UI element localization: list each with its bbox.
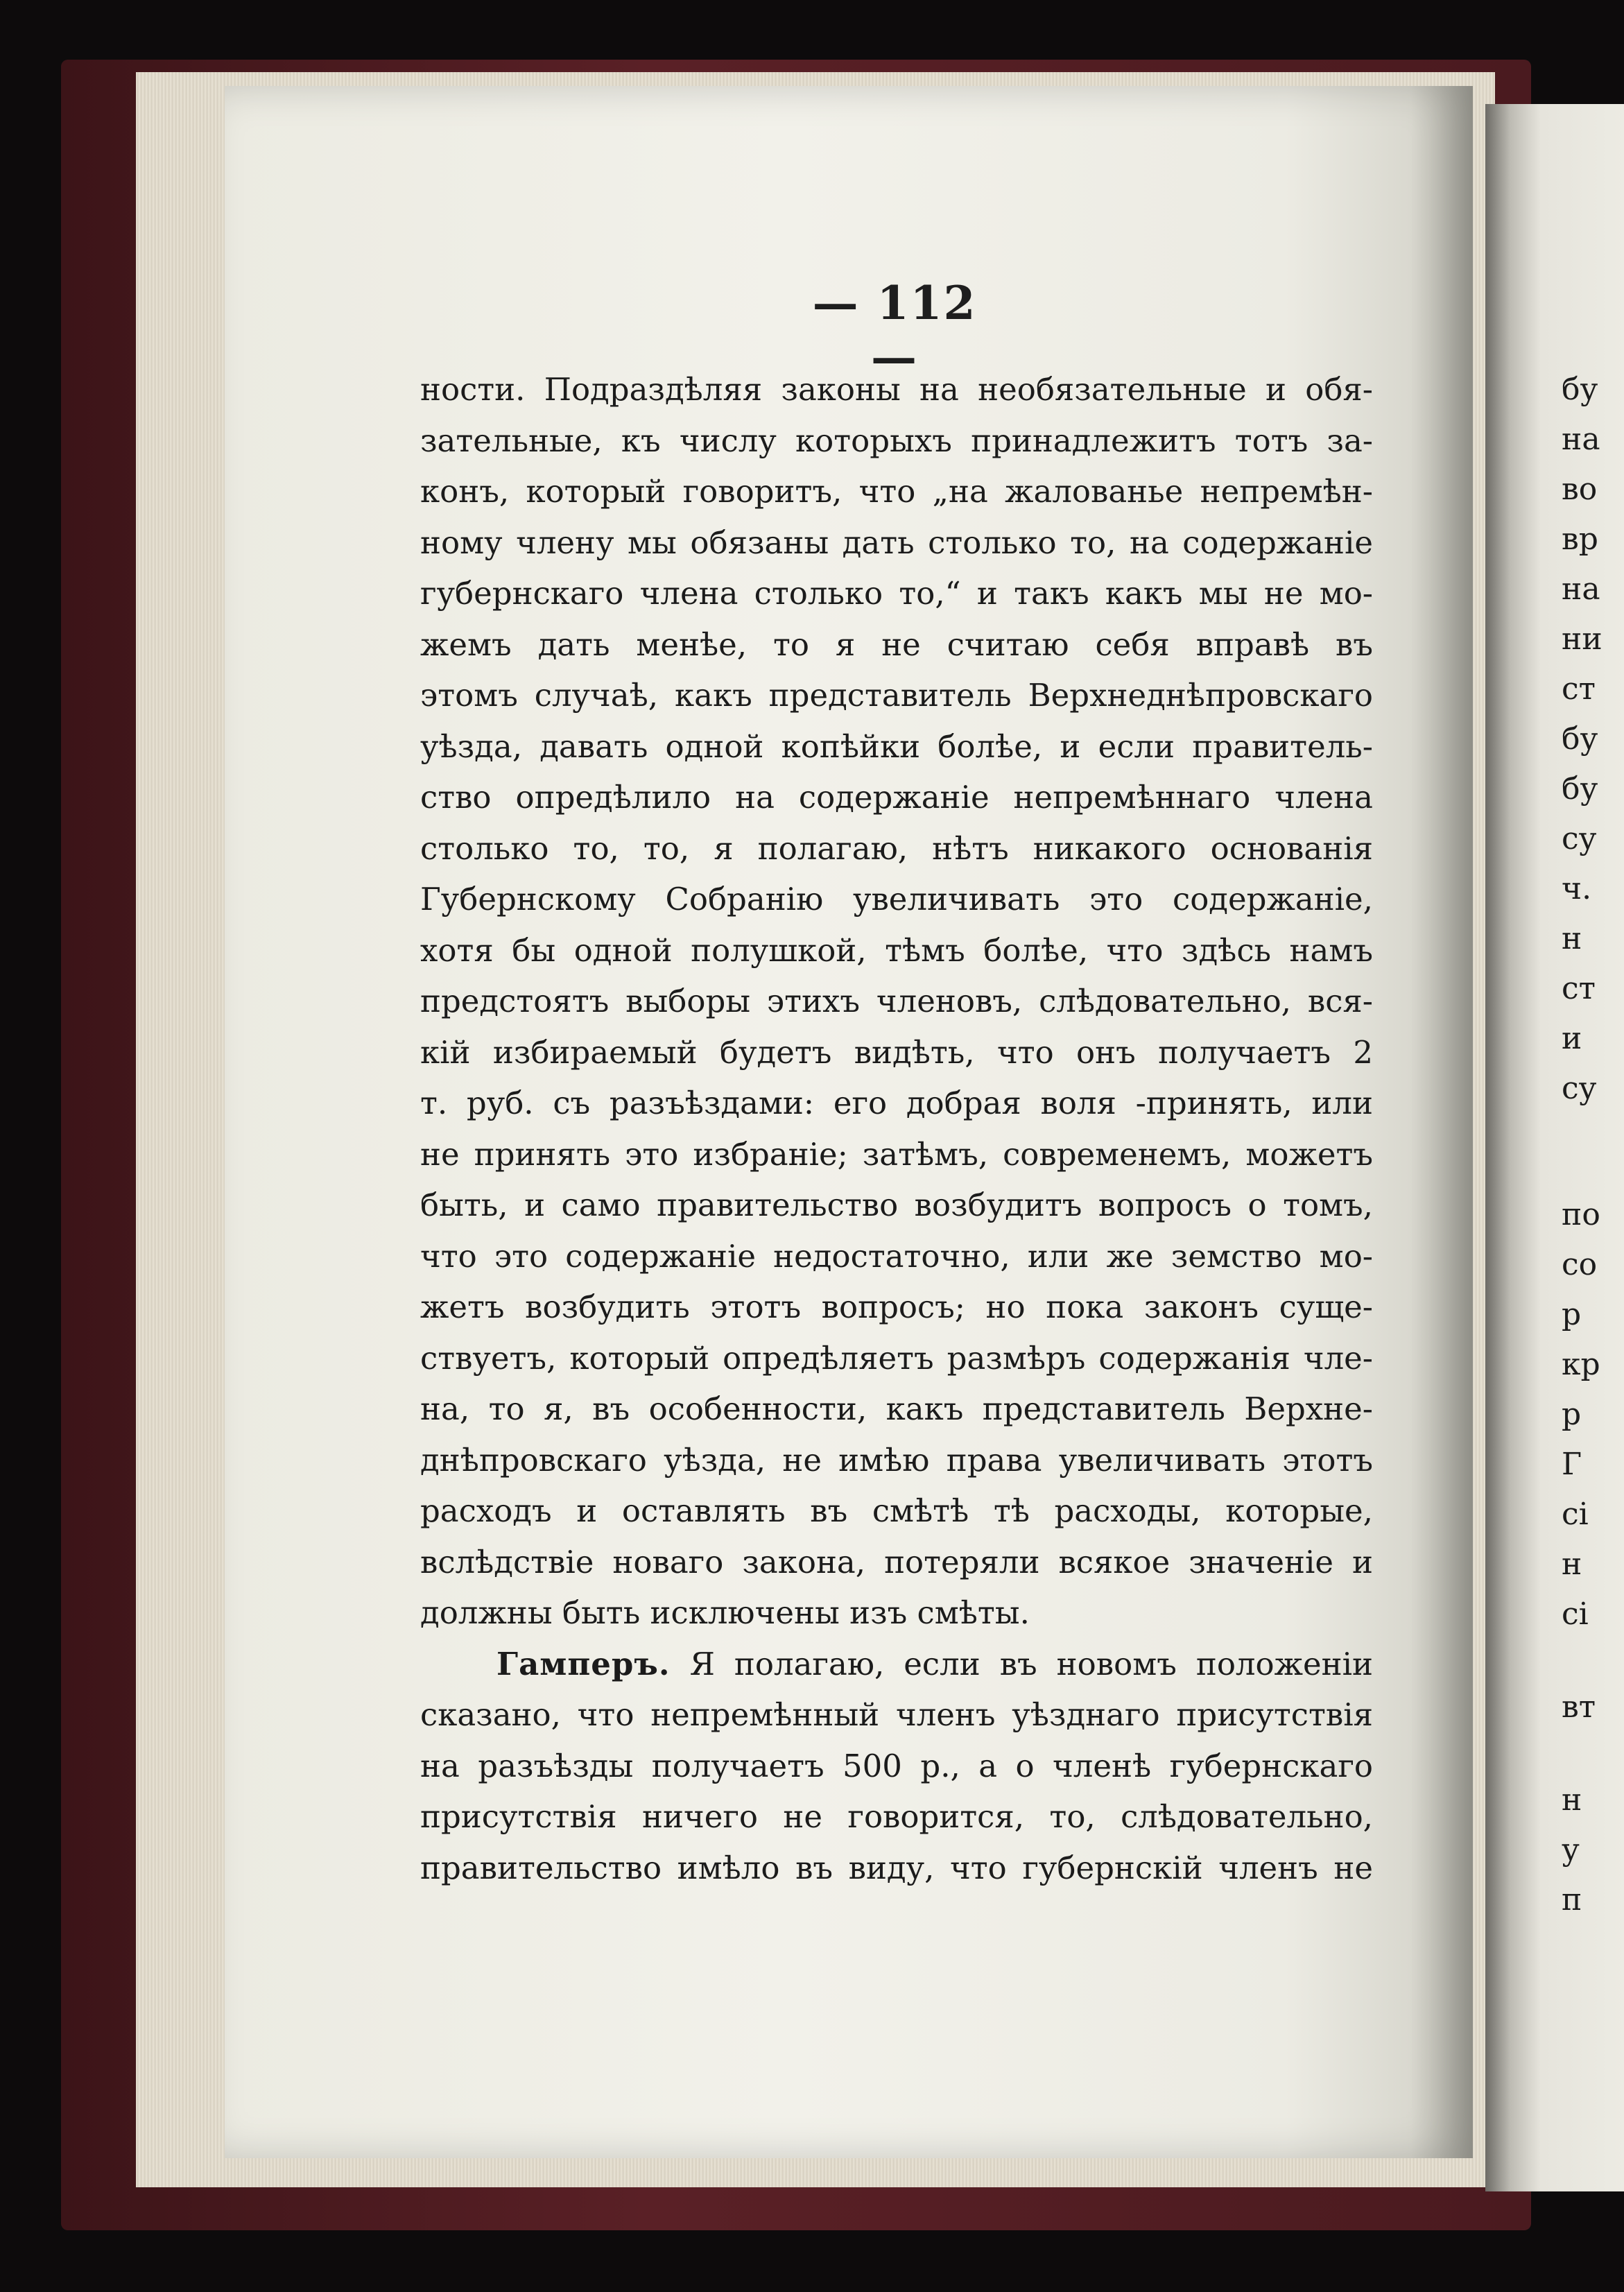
- facing-fragment: во: [1562, 472, 1598, 507]
- facing-fragment: бу: [1562, 771, 1598, 807]
- text-line: конъ, который говоритъ, что „на жалованье непремѣн-: [420, 473, 1373, 510]
- text-line: предстоятъ выборы этихъ членовъ, слѣдовательно, вся-: [420, 983, 1373, 1019]
- facing-fragment: вр: [1562, 522, 1598, 557]
- facing-fragment: ч.: [1562, 871, 1592, 906]
- speech-text: Я полагаю, если въ новомъ положеніи: [689, 1645, 1373, 1682]
- page-text: [420, 364, 1373, 1893]
- facing-fragment: ст: [1562, 971, 1596, 1006]
- facing-fragment: сі: [1562, 1596, 1589, 1632]
- facing-fragment: су: [1562, 821, 1597, 856]
- facing-fragment: н: [1562, 1782, 1582, 1818]
- text-line: не принять это избраніе; затѣмъ, современемъ, можетъ: [420, 1135, 1373, 1173]
- text-line: хотя бы одной полушкой, тѣмъ болѣе, что здѣсь намъ: [420, 931, 1373, 969]
- text-line: сказано, что непремѣнный членъ уѣзднаго присутствія: [420, 1696, 1373, 1733]
- text-line: днѣпровскаго уѣзда, не имѣю права увеличивать этотъ: [420, 1441, 1373, 1479]
- text-line: ности. Подраздѣляя законы на необязательные и обя-: [420, 371, 1373, 408]
- facing-fragment: р: [1562, 1397, 1582, 1432]
- text-line: на, то я, въ особенности, какъ представитель Верхне-: [420, 1390, 1373, 1427]
- text-line: расходъ и оставлять въ смѣтѣ тѣ расходы, которые,: [420, 1492, 1373, 1529]
- facing-fragment: Г: [1562, 1447, 1582, 1482]
- facing-fragment: на: [1562, 571, 1600, 607]
- text-line: жетъ возбудить этотъ вопросъ; но пока законъ суще-: [420, 1289, 1373, 1325]
- facing-fragment: р: [1562, 1297, 1582, 1332]
- facing-fragment: су: [1562, 1071, 1597, 1106]
- facing-fragment: у: [1562, 1832, 1580, 1868]
- text-line: Губернскому Собранію увеличивать это содержаніе,: [420, 881, 1373, 917]
- facing-fragment: кр: [1562, 1347, 1600, 1382]
- facing-fragment: бу: [1562, 372, 1598, 407]
- facing-fragment: ст: [1562, 671, 1596, 707]
- text-line: уѣзда, давать одной копѣйки болѣе, и если правитель-: [420, 727, 1373, 765]
- facing-fragment: вт: [1562, 1689, 1596, 1725]
- text-line: ному члену мы обязаны дать столько то, на содержаніе: [420, 524, 1373, 561]
- text-line: этомъ случаѣ, какъ представитель Верхнеднѣпровскаго: [420, 677, 1373, 714]
- text-line: ство опредѣлило на содержаніе непремѣннаго члена: [420, 779, 1373, 816]
- facing-fragment: н: [1562, 921, 1582, 956]
- text-line: ствуетъ, который опредѣляетъ размѣръ содержанія чле-: [420, 1339, 1373, 1377]
- text-line: кій избираемый будетъ видѣть, что онъ получаетъ 2: [420, 1033, 1373, 1071]
- text-line: вслѣдствіе новаго закона, потеряли всякое значеніе и: [420, 1543, 1373, 1580]
- facing-fragment: сі: [1562, 1497, 1589, 1532]
- paragraph-first-line: [420, 1639, 1373, 1690]
- facing-fragment: со: [1562, 1247, 1598, 1282]
- facing-fragment: ни: [1562, 621, 1603, 657]
- text-line: быть, и само правительство возбудитъ вопросъ о томъ,: [420, 1187, 1373, 1223]
- text-line: должны быть исключены изъ смѣты.: [420, 1594, 1030, 1631]
- text-line: правительство имѣло въ виду, что губернскій членъ не: [420, 1849, 1373, 1886]
- text-line: присутствія ничего не говорится, то, слѣдовательно,: [420, 1798, 1373, 1835]
- text-line: зательные, къ числу которыхъ принадлежитъ тотъ за-: [420, 422, 1373, 459]
- text-line: т. руб. съ разъѣздами: его добрая воля -принять, или: [420, 1085, 1373, 1121]
- text-line: губернскаго члена столько то,“ и такъ какъ мы не мо-: [420, 575, 1373, 612]
- text-line: что это содержаніе недостаточно, или же земство мо-: [420, 1237, 1373, 1275]
- facing-fragment: н: [1562, 1546, 1582, 1582]
- text-line: жемъ дать менѣе, то я не считаю себя вправѣ въ: [420, 626, 1373, 663]
- page-number: — 112 —: [812, 276, 977, 384]
- text-line: на разъѣзды получаетъ 500 р., а о членѣ губернскаго: [420, 1747, 1373, 1784]
- facing-fragment: бу: [1562, 721, 1598, 757]
- facing-fragment: п: [1562, 1882, 1582, 1918]
- facing-fragment: на: [1562, 422, 1600, 457]
- text-line: столько то, то, я полагаю, нѣтъ никакого основанія: [420, 829, 1373, 867]
- facing-fragment: по: [1562, 1197, 1600, 1232]
- facing-fragment: и: [1562, 1021, 1582, 1056]
- speaker-name: Гамперъ.: [496, 1645, 671, 1682]
- facing-page: [1485, 104, 1624, 2191]
